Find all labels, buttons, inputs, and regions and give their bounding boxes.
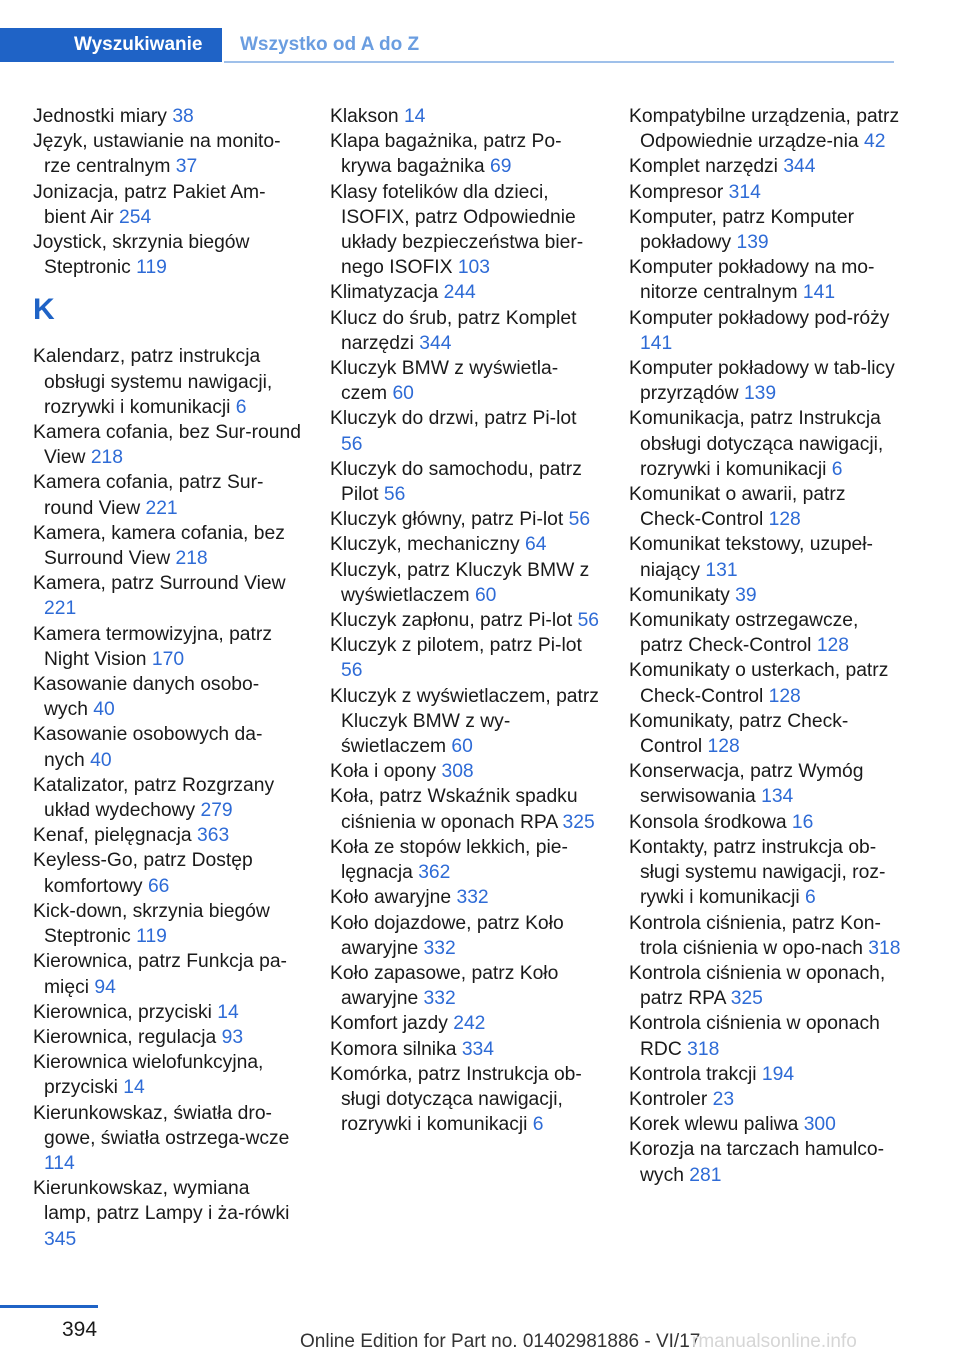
index-entry xyxy=(33,848,301,898)
page-reference-link[interactable]: 221 xyxy=(145,497,178,519)
index-entry-text: Komunikaty ostrzegawcze, patrz Check-Control xyxy=(629,610,859,657)
index-entry-text: Komora silnika xyxy=(330,1038,462,1060)
index-entry xyxy=(330,835,602,885)
page-reference-link[interactable]: 134 xyxy=(761,786,794,808)
index-entry-text: Kierownica wielofunkcyjna, przyciski xyxy=(33,1052,264,1099)
index-entry xyxy=(330,558,602,608)
index-entry-text: Jednostki miary xyxy=(33,106,173,127)
header-divider xyxy=(224,61,894,63)
index-entry-text: Komunikaty, patrz Check-Control xyxy=(629,710,849,758)
index-entry xyxy=(33,1176,301,1252)
page-reference-link[interactable]: 128 xyxy=(768,685,801,707)
index-entry-text: Język, ustawianie na monito‐rze centralnym xyxy=(33,131,281,178)
index-entry xyxy=(330,961,602,1011)
index-entry-text: Klakson xyxy=(330,106,404,127)
index-entry-text: Kluczyk główny, patrz Pi‐lot xyxy=(330,509,569,531)
index-entry xyxy=(33,672,301,722)
index-entry-text: Kluczyk, mechaniczny xyxy=(330,534,526,556)
index-entry-text: Koło dojazdowe, patrz Koło awaryjne xyxy=(330,912,564,959)
page-reference-link[interactable]: 128 xyxy=(816,635,849,657)
page-reference-link[interactable]: 66 xyxy=(147,875,170,897)
index-entry-text: Koło awaryjne xyxy=(330,887,457,909)
section-letter: K xyxy=(33,293,55,327)
page-reference-link[interactable]: 139 xyxy=(743,383,777,405)
page-reference-link[interactable]: 314 xyxy=(728,181,761,203)
index-entry xyxy=(33,470,301,520)
index-entry-text: Koła, patrz Wskaźnik spadku ciśnienia w oponach RPA xyxy=(330,786,578,833)
index-entry xyxy=(629,532,901,582)
index-entry xyxy=(33,344,301,420)
index-entry-text: Kamera cofania, bez Sur‐round View xyxy=(33,422,301,469)
index-entry xyxy=(629,961,901,1011)
page-reference-link[interactable]: 362 xyxy=(418,862,451,884)
index-entry xyxy=(629,104,901,154)
index-entry xyxy=(330,104,602,129)
page-reference-link[interactable]: 56 xyxy=(568,509,591,531)
index-entry-text: Klimatyzacja xyxy=(330,282,444,304)
index-entry xyxy=(629,180,901,205)
page-reference-link[interactable]: 300 xyxy=(803,1114,836,1136)
index-entry xyxy=(33,180,301,230)
page-reference-link[interactable]: 60 xyxy=(451,736,473,758)
index-entry xyxy=(629,709,901,759)
page-reference-link[interactable]: 93 xyxy=(221,1026,244,1048)
index-entry-text: Kontrola ciśnienia w oponach, patrz RPA xyxy=(629,962,886,1010)
index-entry xyxy=(629,658,901,708)
page-reference-link[interactable]: 119 xyxy=(136,257,167,279)
index-entry-text: Kierunkowskaz, światła dro‐gowe, światła ostrzega‐wcze xyxy=(33,1102,290,1149)
page-reference-link[interactable]: 218 xyxy=(90,447,123,469)
index-entry xyxy=(33,521,301,571)
index-entry xyxy=(330,911,602,961)
index-entry xyxy=(629,1112,901,1137)
index-entry xyxy=(33,230,301,280)
index-entry xyxy=(330,1037,602,1062)
page-reference-link[interactable]: 281 xyxy=(689,1164,722,1186)
index-entry xyxy=(629,759,901,809)
page-reference-link[interactable]: 334 xyxy=(461,1038,494,1060)
page-reference-link[interactable]: 128 xyxy=(707,736,740,758)
index-entry-text: Komórka, patrz Instrukcja ob‐sługi dotycząca nawigacji, rozrywki i komunikacji xyxy=(330,1063,582,1136)
page-reference-link[interactable]: 6 xyxy=(532,1114,544,1136)
index-entry-text: Kasowanie danych osobo‐wych xyxy=(33,674,260,721)
page-reference-link[interactable]: 332 xyxy=(456,887,489,909)
index-entry xyxy=(33,823,301,848)
page-reference-link[interactable]: 308 xyxy=(441,761,474,783)
index-entry-text: Kluczyk, patrz Kluczyk BMW z wyświetlaczem xyxy=(330,559,590,606)
index-entry-text: Kontakty, patrz instrukcja ob‐sługi systemu nawigacji, roz‐rywki i komunikacji xyxy=(629,836,886,909)
page-reference-link[interactable]: 139 xyxy=(736,232,769,254)
index-entry-text: Koła i opony xyxy=(330,761,442,783)
page-reference-link[interactable]: 279 xyxy=(200,800,233,822)
index-entry-text: Korek wlewu paliwa xyxy=(629,1114,804,1136)
page-reference-link[interactable]: 244 xyxy=(443,282,476,304)
page-reference-link[interactable]: 332 xyxy=(423,937,456,959)
page-reference-link[interactable]: 103 xyxy=(457,257,490,279)
index-entry xyxy=(33,722,301,772)
page-reference-link[interactable]: 56 xyxy=(383,484,406,506)
index-entry-text: Kenaf, pielęgnacja xyxy=(33,825,198,847)
page-reference-link[interactable]: 325 xyxy=(730,988,763,1010)
index-entry-text: Kamera cofania, patrz Sur‐round View xyxy=(33,472,264,519)
page-reference-link[interactable]: 14 xyxy=(403,106,426,127)
index-entry xyxy=(330,608,602,633)
page-reference-link[interactable]: 141 xyxy=(640,332,673,354)
index-entry xyxy=(629,205,901,255)
index-entry xyxy=(330,885,602,910)
page-reference-link[interactable]: 40 xyxy=(90,749,112,771)
index-entry-text: Kontroler xyxy=(629,1088,713,1110)
index-entry xyxy=(33,571,301,621)
index-entry-text: Kluczyk BMW z wyświetla‐czem xyxy=(330,358,559,405)
index-entry xyxy=(629,1011,901,1061)
index-entry xyxy=(629,911,901,961)
page-reference-link[interactable]: 6 xyxy=(235,396,247,418)
index-entry-text: Komunikat tekstowy, uzupeł‐niający xyxy=(629,534,873,581)
page-reference-link[interactable]: 14 xyxy=(217,1001,239,1023)
page-reference-link[interactable]: 131 xyxy=(705,559,738,581)
index-entry xyxy=(33,773,301,823)
index-entry-text: Keyless-Go, patrz Dostęp komfortowy xyxy=(33,850,253,897)
page-reference-link[interactable]: 56 xyxy=(577,610,600,632)
page-reference-link[interactable]: 16 xyxy=(791,811,814,833)
index-entry-text: Koła ze stopów lekkich, pie‐lęgnacja xyxy=(330,836,568,884)
index-entry-text: Kluczyk do samochodu, patrz Pilot xyxy=(330,458,582,506)
page-reference-link[interactable]: 345 xyxy=(44,1228,77,1250)
page-reference-link[interactable]: 38 xyxy=(172,106,194,127)
index-entry-text: Korozja na tarczach hamulco‐wych xyxy=(629,1139,885,1186)
page-number: 394 xyxy=(62,1318,98,1341)
index-entry xyxy=(629,154,901,179)
index-entry-text: Komputer, patrz Komputer pokładowy xyxy=(629,206,855,254)
page-reference-link[interactable]: 56 xyxy=(341,433,363,455)
index-entry xyxy=(330,784,602,834)
index-entry-text: Kamera, patrz Surround View xyxy=(33,573,286,595)
page-reference-link[interactable]: 325 xyxy=(562,811,595,833)
page-reference-link[interactable]: 141 xyxy=(802,282,836,304)
index-entry xyxy=(33,129,301,179)
page-reference-link[interactable]: 23 xyxy=(712,1088,735,1110)
index-entry xyxy=(33,899,301,949)
tab-wyszukiwanie[interactable]: Wyszukiwanie xyxy=(0,28,222,62)
page-reference-link[interactable]: 64 xyxy=(525,534,547,556)
index-entry xyxy=(330,532,602,557)
index-entry xyxy=(33,104,301,129)
page-reference-link[interactable]: 6 xyxy=(831,458,843,480)
index-entry-text: Koło zapasowe, patrz Koło awaryjne xyxy=(330,962,559,1010)
index-entry-text: Joystick, skrzynia biegów Steptronic xyxy=(33,232,250,279)
index-entry-text: Komunikacja, patrz Instrukcja obsługi dotycząca nawigacji, rozrywki i komunikacji xyxy=(629,408,884,480)
index-entry xyxy=(330,406,602,456)
page-reference-link[interactable]: 56 xyxy=(341,660,363,682)
index-entry xyxy=(330,180,602,281)
index-entry xyxy=(33,1101,301,1177)
page-reference-link[interactable]: 94 xyxy=(94,976,116,998)
index-entry-text: Jonizacja, patrz Pakiet Am‐bient Air xyxy=(33,181,266,228)
page-reference-link[interactable]: 14 xyxy=(123,1077,145,1099)
page-reference-link[interactable]: 318 xyxy=(868,937,901,959)
index-entry-text: Klucz do śrub, patrz Komplet narzędzi xyxy=(330,307,577,354)
index-entry xyxy=(330,1011,602,1036)
index-entry-text: Kasowanie osobowych da‐nych xyxy=(33,724,263,771)
index-entry xyxy=(330,507,602,532)
index-entry-text: Klapa bagażnika, patrz Po‐krywa bagażnika xyxy=(330,131,562,178)
page-reference-link[interactable]: 344 xyxy=(419,332,452,354)
index-entry-text: Kierownica, przyciski xyxy=(33,1001,218,1023)
page-reference-link[interactable]: 344 xyxy=(783,156,816,178)
page-reference-link[interactable]: 40 xyxy=(93,699,115,721)
page-reference-link[interactable]: 332 xyxy=(423,988,456,1010)
index-entry-text: Kompresor xyxy=(629,181,729,203)
page-reference-link[interactable]: 37 xyxy=(175,156,198,178)
index-entry xyxy=(33,1000,301,1025)
index-entry xyxy=(330,306,602,356)
index-entry-text: Komputer pokładowy pod‐róży xyxy=(629,307,890,329)
index-entry-text: Komputer pokładowy w tab‐licy przyrządów xyxy=(629,358,895,405)
index-entry-text: Kick-down, skrzynia biegów Steptronic xyxy=(33,900,270,948)
page-reference-link[interactable]: 42 xyxy=(864,131,886,153)
index-entry xyxy=(629,482,901,532)
header-tabs xyxy=(0,28,419,62)
page-reference-link[interactable]: 363 xyxy=(197,825,230,847)
index-entry-text: Kalendarz, patrz instrukcja obsługi systemu nawigacji, rozrywki i komunikacji xyxy=(33,346,273,418)
page-reference-link[interactable]: 6 xyxy=(805,887,816,909)
index-entry xyxy=(629,835,901,911)
index-entry-text: Komplet narzędzi xyxy=(629,156,784,178)
index-entry-text: Kluczyk z wyświetlaczem, patrz Kluczyk BMW z wy‐świetlaczem xyxy=(330,685,599,758)
index-entry-text: Kontrola ciśnienia w oponach RDC xyxy=(629,1013,880,1060)
page-reference-link[interactable]: 114 xyxy=(44,1152,75,1174)
index-column-2 xyxy=(330,104,602,1137)
index-entry-text: Konserwacja, patrz Wymóg serwisowania xyxy=(629,761,864,808)
index-entry xyxy=(330,356,602,406)
index-entry-text: Kierownica, regulacja xyxy=(33,1026,222,1048)
page-reference-link[interactable]: 119 xyxy=(136,926,167,948)
page-reference-link[interactable]: 170 xyxy=(151,648,185,670)
index-entry xyxy=(33,420,301,470)
page-reference-link[interactable]: 60 xyxy=(392,383,414,405)
index-entry-text: Kompatybilne urządzenia, patrz Odpowiednie urządze‐nia xyxy=(629,106,900,153)
index-entry xyxy=(330,280,602,305)
index-entry-text: Kontrola ciśnienia, patrz Kon‐trola ciśnienia w opo‐nach xyxy=(629,912,881,959)
index-entry xyxy=(629,406,901,482)
index-entry-text: Konsola środkowa xyxy=(629,811,792,833)
index-entry-text: Komunikaty xyxy=(629,584,736,606)
index-entry-text: Katalizator, patrz Rozgrzany układ wydechowy xyxy=(33,774,275,822)
index-entry xyxy=(330,633,602,683)
index-entry xyxy=(629,1087,901,1112)
index-entry-text: Kluczyk do drzwi, patrz Pi‐lot xyxy=(330,408,577,430)
index-entry-text: Kamera termowizyjna, patrz Night Vision xyxy=(33,623,272,670)
page-reference-link[interactable]: 128 xyxy=(768,509,801,531)
index-entry xyxy=(629,306,901,356)
index-entry xyxy=(629,583,901,608)
index-entry xyxy=(629,1137,901,1187)
index-entry-text: Kontrola trakcji xyxy=(629,1063,762,1085)
index-entry-text: Komfort jazdy xyxy=(330,1013,454,1035)
edition-note: Online Edition for Part no. 01402981886 - VI/17 xyxy=(300,1331,701,1352)
watermark: rmanualsonline.info xyxy=(692,1331,857,1352)
index-entry xyxy=(330,457,602,507)
index-entry-text: Komunikat o awarii, patrz Check-Control xyxy=(629,484,846,531)
page-reference-link[interactable]: 218 xyxy=(175,548,208,570)
index-entry xyxy=(330,684,602,760)
page-reference-link[interactable]: 242 xyxy=(453,1013,486,1035)
index-entry-text: Komunikaty o usterkach, patrz Check-Control xyxy=(629,660,889,707)
index-entry-text: Kierunkowskaz, wymiana lamp, patrz Lampy i ża‐rówki xyxy=(33,1178,290,1225)
index-entry xyxy=(33,1050,301,1100)
page-reference-link[interactable]: 60 xyxy=(474,584,497,606)
index-entry xyxy=(330,759,602,784)
index-entry xyxy=(33,622,301,672)
tab-wszystko-od-a-do-z[interactable]: Wszystko od A do Z xyxy=(240,34,420,55)
index-entry xyxy=(629,1062,901,1087)
index-column-1 xyxy=(33,104,301,1252)
index-entry-text: Kluczyk zapłonu, patrz Pi‐lot xyxy=(330,610,578,632)
index-entry xyxy=(629,608,901,658)
index-entry xyxy=(33,1025,301,1050)
page-reference-link[interactable]: 221 xyxy=(44,598,77,620)
index-entry-text: Kamera, kamera cofania, bez Surround View xyxy=(33,522,285,570)
index-entry-text: Komputer pokładowy na mo‐nitorze centralnym xyxy=(629,257,875,304)
index-entry xyxy=(33,949,301,999)
index-entry-text: Kierownica, patrz Funkcja pa‐mięci xyxy=(33,951,287,998)
page-reference-link[interactable]: 194 xyxy=(761,1063,795,1085)
index-entry xyxy=(629,810,901,835)
index-entry xyxy=(629,255,901,305)
page-reference-link[interactable]: 69 xyxy=(489,156,512,178)
index-entry xyxy=(330,1062,602,1138)
page-reference-link[interactable]: 254 xyxy=(119,206,152,228)
index-entry-text: Klasy fotelików dla dzieci, ISOFIX, patrz Odpowiednie układy bezpieczeństwa bier‐nego ISOFIX xyxy=(330,181,584,279)
footer-accent-line xyxy=(0,1305,98,1308)
index-entry-text: Kluczyk z pilotem, patrz Pi‐lot xyxy=(330,635,582,657)
page-reference-link[interactable]: 39 xyxy=(735,584,757,606)
index-column-3 xyxy=(629,104,901,1188)
index-entry xyxy=(330,129,602,179)
index-entry xyxy=(629,356,901,406)
page-reference-link[interactable]: 318 xyxy=(687,1038,720,1060)
